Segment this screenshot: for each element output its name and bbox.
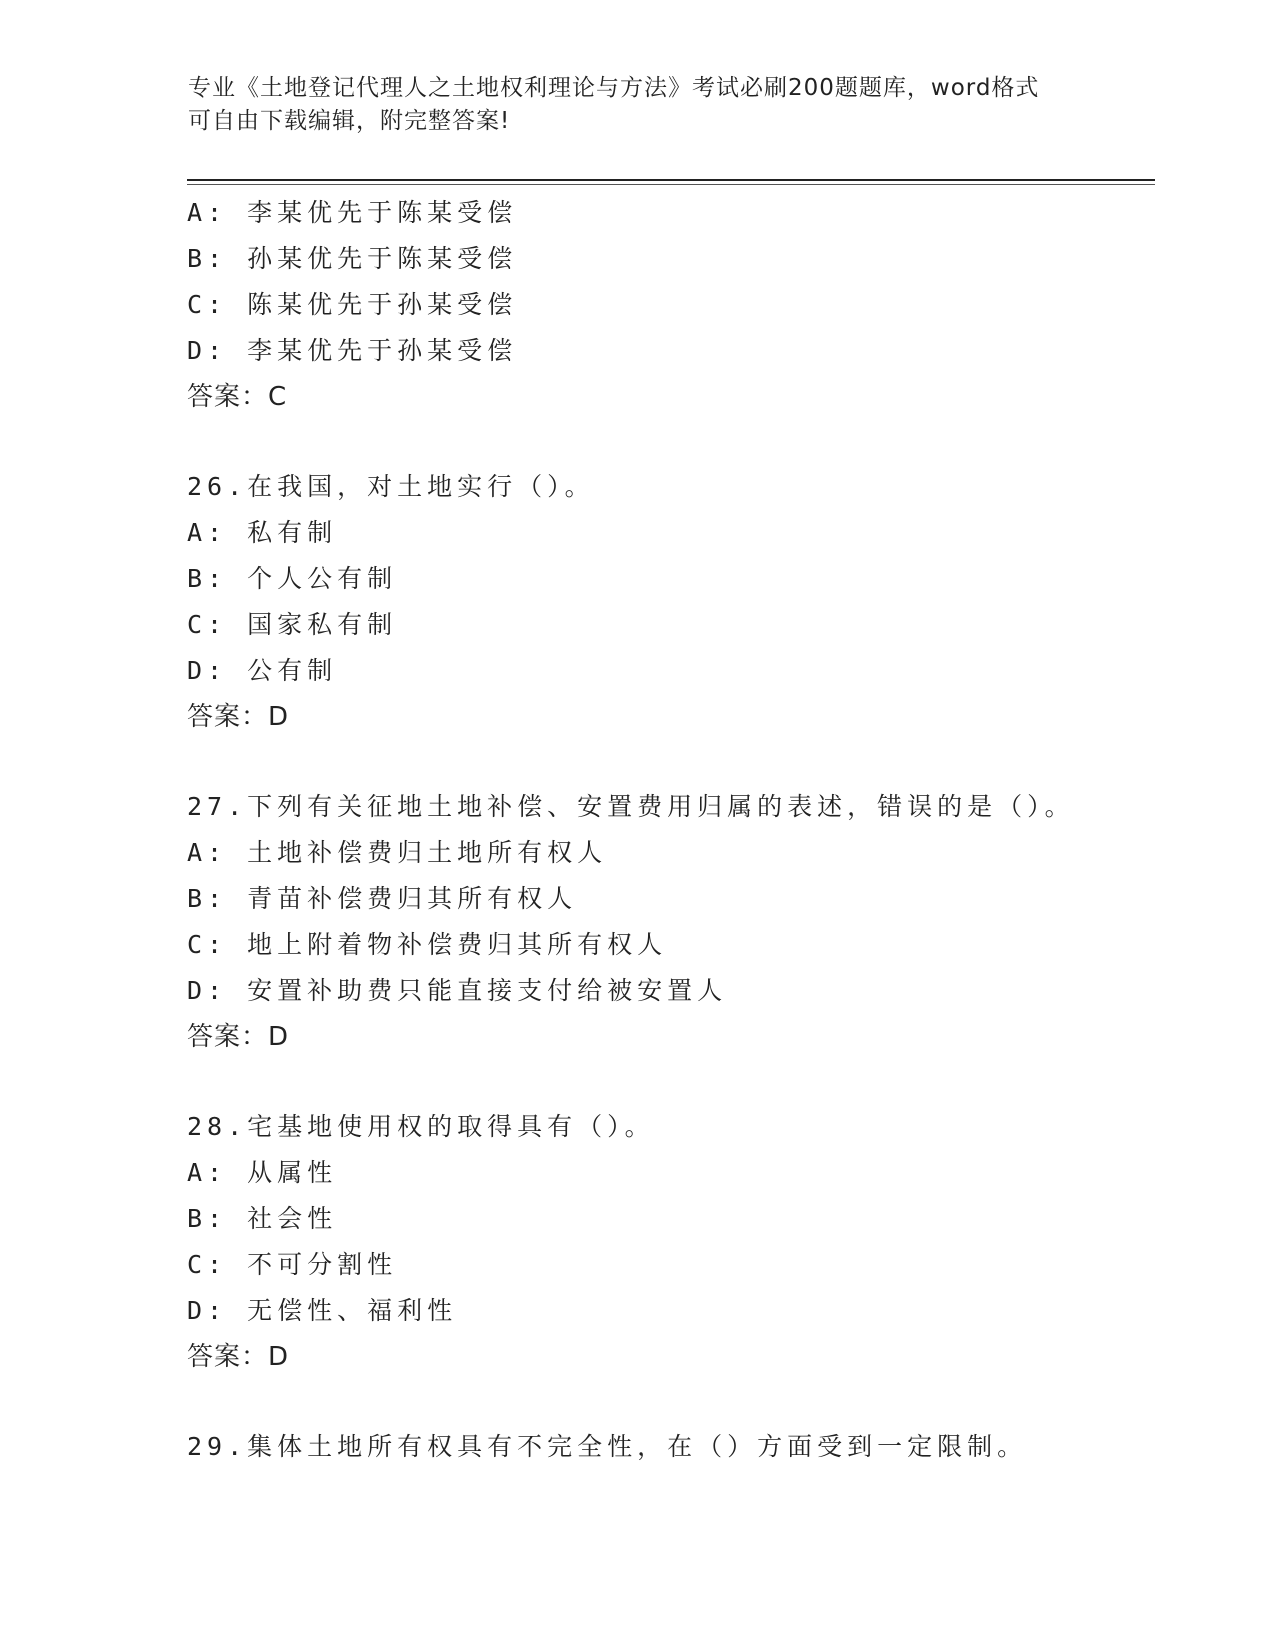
- spacer: [187, 420, 1187, 464]
- question-26-block: [187, 464, 1187, 740]
- option-b: B: 个人公有制: [187, 564, 398, 593]
- option-a: A: 从属性: [187, 1158, 338, 1187]
- option-b: B: 孙某优先于陈某受偿: [187, 244, 518, 273]
- header-line-2: 可自由下载编辑，附完整答案!: [188, 108, 511, 134]
- option-c: C: 地上附着物补偿费归其所有权人: [187, 930, 668, 959]
- option-d: D: 安置补助费只能直接支付给被安置人: [187, 976, 728, 1005]
- question-25-block: [187, 190, 1187, 420]
- question-list: [187, 190, 1187, 1470]
- question-text: 28.宅基地使用权的取得具有（）。: [187, 1112, 655, 1141]
- header-line-1: 专业《土地登记代理人之土地权利理论与方法》考试必刷200题题库，word格式: [188, 75, 1040, 101]
- document-header: [188, 72, 1088, 138]
- spacer: [187, 1380, 1187, 1424]
- option-c: C: 不可分割性: [187, 1250, 398, 1279]
- question-28-block: [187, 1104, 1187, 1380]
- question-text: 29.集体土地所有权具有不完全性，在（）方面受到一定限制。: [187, 1432, 1028, 1461]
- option-c: C: 国家私有制: [187, 610, 398, 639]
- question-text: 27.下列有关征地土地补偿、安置费用归属的表述，错误的是（）。: [187, 792, 1075, 821]
- question-27-block: [187, 784, 1187, 1060]
- question-text: 26.在我国，对土地实行（）。: [187, 472, 595, 501]
- option-a: A: 李某优先于陈某受偿: [187, 198, 518, 227]
- option-d: D: 无偿性、福利性: [187, 1296, 458, 1325]
- answer-label: 答案：D: [187, 1022, 290, 1052]
- spacer: [187, 1060, 1187, 1104]
- answer-label: 答案：D: [187, 1342, 290, 1372]
- option-b: B: 社会性: [187, 1204, 338, 1233]
- option-c: C: 陈某优先于孙某受偿: [187, 290, 518, 319]
- answer-label: 答案：D: [187, 702, 290, 732]
- option-b: B: 青苗补偿费归其所有权人: [187, 884, 578, 913]
- question-29-block: [187, 1424, 1187, 1470]
- header-rule-thick: [187, 179, 1155, 181]
- answer-label: 答案：C: [187, 382, 288, 412]
- option-d: D: 李某优先于孙某受偿: [187, 336, 518, 365]
- header-rule-thin: [187, 184, 1155, 185]
- option-d: D: 公有制: [187, 656, 338, 685]
- option-a: A: 土地补偿费归土地所有权人: [187, 838, 608, 867]
- option-a: A: 私有制: [187, 518, 338, 547]
- spacer: [187, 740, 1187, 784]
